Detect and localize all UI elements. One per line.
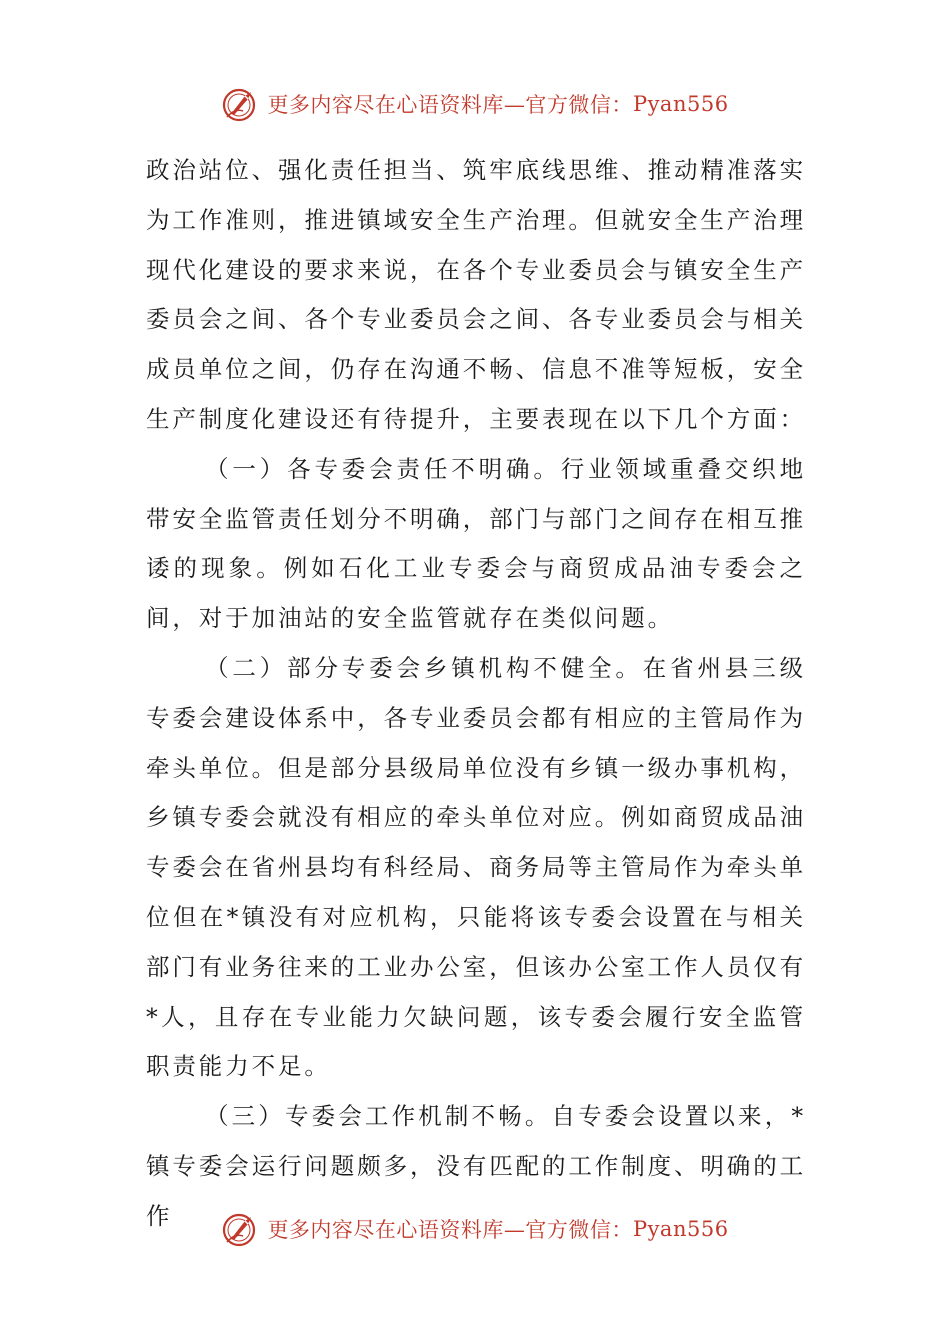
paragraph-continuation: 政治站位、强化责任担当、筑牢底线思维、推动精准落实为工作准则，推进镇域安全生产治理。但就安全生产治理现代化建设的要求来说，在各个专业委员会与镇安全生产委员会之间、各个专业委员会之间、各专业委员会与相关成员单位之间，仍存在沟通不畅、信息不准等短板，安全生产制度化建设还有待提升，主要表现在以下几个方面： bbox=[146, 156, 806, 433]
footer-watermark bbox=[0, 1207, 950, 1251]
paragraph-item-2: （二）部分专委会乡镇机构不健全。在省州县三级专委会建设体系中，各专业委员会都有相应的主管局作为牵头单位。但是部分县级局单位没有乡镇一级办事机构，乡镇专委会就没有相应的牵头单位对应。例如商贸成品油专委会在省州县均有科经局、商务局等主管局作为牵头单位但在*镇没有对应机构，只能将该专委会设置在与相关部门有业务往来的工业办公室，但该办公室工作人员仅有*人，且存在专业能力欠缺问题，该专委会履行安全监管职责能力不足。 bbox=[146, 653, 806, 1081]
paragraph-item-1: （一）各专委会责任不明确。行业领域重叠交织地带安全监管责任划分不明确，部门与部门之间存在相互推诿的现象。例如石化工业专委会与商贸成品油专委会之间，对于加油站的安全监管就存在类似问题。 bbox=[146, 454, 806, 633]
watermark-wechat-id: Pyan556 bbox=[632, 1217, 729, 1241]
watermark-wechat-id: Pyan556 bbox=[632, 92, 729, 116]
paragraph-item-3: （三）专委会工作机制不畅。自专委会设置以来，*镇专委会运行问题颇多，没有匹配的工作制度、明确的工作 bbox=[146, 1102, 806, 1230]
header-watermark bbox=[0, 82, 950, 126]
watermark-text: 更多内容尽在心语资料库—官方微信： bbox=[267, 1218, 633, 1242]
pen-nib-icon bbox=[221, 1209, 261, 1249]
pen-nib-icon bbox=[221, 84, 261, 124]
watermark-text: 更多内容尽在心语资料库—官方微信： bbox=[267, 93, 633, 117]
document-body bbox=[146, 146, 806, 1242]
